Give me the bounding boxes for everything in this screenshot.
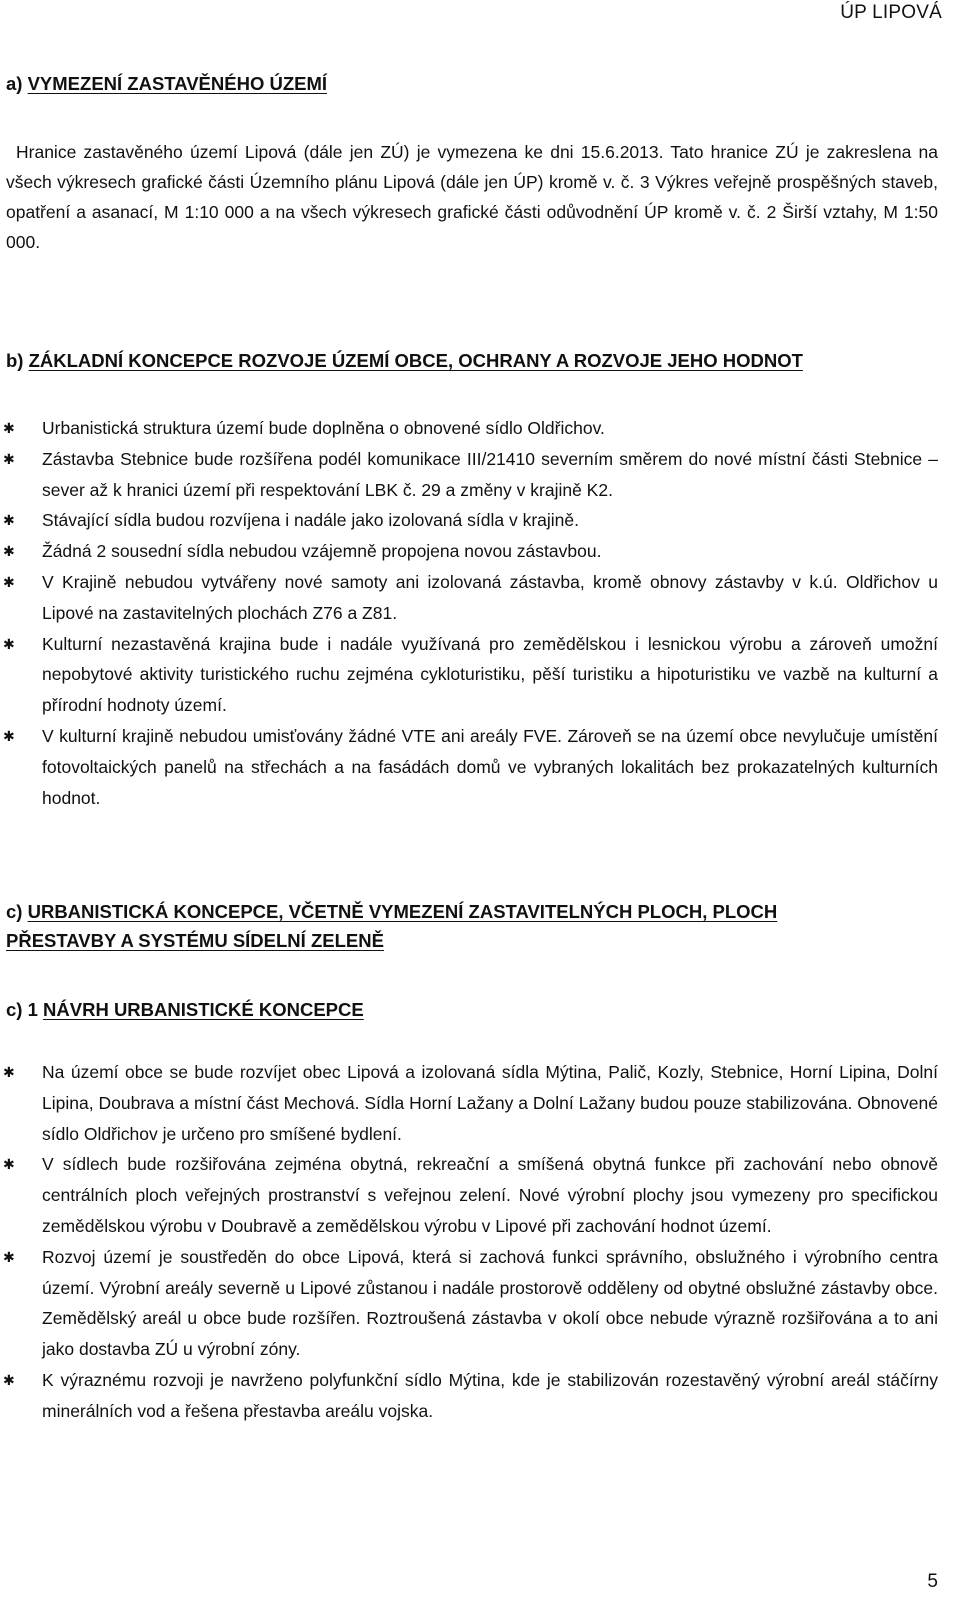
section-c-prefix: c)	[6, 901, 23, 922]
asterisk-bullet-icon: ✱	[3, 635, 15, 652]
section-b-prefix: b)	[6, 350, 24, 371]
asterisk-bullet-icon: ✱	[3, 543, 15, 560]
asterisk-bullet-icon: ✱	[3, 573, 15, 590]
list-item	[0, 536, 938, 567]
asterisk-bullet-icon: ✱	[3, 1156, 15, 1173]
list-item-text: V kulturní krajině nebudou umisťovány žádné VTE ani areály FVE. Zároveň se na území obce nevylučuje umístění fotovoltaických panelů na střechách a na fasádách domů ve vybraných lokalitách bez prokazatelných kulturních hodnot.	[42, 725, 938, 808]
section-c-heading	[6, 897, 777, 955]
list-item	[0, 444, 938, 506]
list-item-text: V sídlech bude rozšiřována zejména obytná, rekreační a smíšená obytná funkce při zachování nebo obnově centrálních ploch veřejných prostranství s veřejnou zelení. Nové výrobní plochy jsou vymezeny pro specifickou zemědělskou výrobu v Doubravě a zemědělskou výrobu v Lipové při zachování hodnot území.	[42, 1154, 938, 1236]
section-b-heading	[6, 346, 803, 375]
asterisk-bullet-icon: ✱	[3, 420, 15, 436]
section-c1-bullet-list	[0, 1057, 938, 1427]
list-item	[0, 629, 938, 721]
list-item	[0, 721, 938, 813]
section-c1-heading	[6, 995, 364, 1024]
list-item	[0, 1149, 938, 1241]
list-item-text: Rozvoj území je soustředěn do obce Lipová, která si zachová funkci správního, obslužného i výrobního centra území. Výrobní areály severně u Lipové zůstanou i nadále prostorově odděleny od obytné obslužné zástavby obce. Zemědělský areál u obce bude rozšířen. Roztroušená zástavba v okolí obce nebude výrazně rozšiřována a to ani jako dostavba ZÚ u výrobní zóny.	[42, 1246, 938, 1360]
asterisk-bullet-icon: ✱	[3, 1248, 15, 1265]
list-item-text: Stávající sídla budou rozvíjena i nadále jako izolovaná sídla v krajině.	[42, 510, 579, 531]
asterisk-bullet-icon: ✱	[3, 512, 15, 529]
section-b-bullet-list	[0, 413, 938, 813]
section-a-prefix: a)	[6, 73, 23, 94]
list-item	[0, 1365, 938, 1427]
section-c1-prefix: c) 1	[6, 999, 38, 1020]
asterisk-bullet-icon: ✱	[3, 1064, 15, 1080]
section-a-heading	[6, 69, 327, 98]
list-item-text: K výraznému rozvoji je navrženo polyfunkční sídlo Mýtina, kde je stabilizován rozestavěný výrobní areál stáčírny minerálních vod a řešena přestavba areálu vojska.	[42, 1369, 938, 1421]
list-item-text: V Krajině nebudou vytvářeny nové samoty ani izolovaná zástavba, kromě obnovy zástavby v k.ú. Oldřichov u Lipové na zastavitelných plochách Z76 a Z81.	[42, 571, 938, 623]
section-c-title-line1: URBANISTICKÁ KONCEPCE, VČETNĚ VYMEZENÍ ZASTAVITELNÝCH PLOCH, PLOCH	[27, 901, 778, 922]
section-a-paragraph: Hranice zastavěného území Lipová (dále jen ZÚ) je vymezena ke dni 15.6.2013. Tato hranice ZÚ je zakreslena na všech výkresech grafické části Územního plánu Lipová (dále jen ÚP) kromě v. č. 3 Výkres veřejně prospěšných staveb, opatření a asanací, M 1:10 000 a na všech výkresech grafické části odůvodnění ÚP kromě v. č. 2 Širší vztahy, M 1:50 000.	[6, 142, 938, 252]
asterisk-bullet-icon: ✱	[3, 727, 15, 744]
asterisk-bullet-icon: ✱	[3, 1371, 15, 1388]
page-number: 5	[927, 1571, 938, 1592]
asterisk-bullet-icon: ✱	[3, 450, 15, 467]
list-item	[0, 413, 938, 444]
section-c1-title: NÁVRH URBANISTICKÉ KONCEPCE	[43, 999, 364, 1020]
list-item	[0, 1242, 938, 1365]
list-item	[0, 505, 938, 536]
page-header-title: ÚP LIPOVÁ	[840, 2, 942, 23]
section-b-title: ZÁKLADNÍ KONCEPCE ROZVOJE ÚZEMÍ OBCE, OCHRANY A ROZVOJE JEHO HODNOT	[28, 350, 803, 371]
list-item-text: Zástavba Stebnice bude rozšířena podél komunikace III/21410 severním směrem do nové místní části Stebnice – sever až k hranici území při respektování LBK č. 29 a změny v krajině K2.	[42, 448, 938, 500]
list-item-text: Urbanistická struktura území bude doplněna o obnovené sídlo Oldřichov.	[42, 418, 605, 438]
list-item-text: Na území obce se bude rozvíjet obec Lipová a izolovaná sídla Mýtina, Palič, Kozly, Stebnice, Horní Lipina, Dolní Lipina, Doubrava a místní část Mechová. Sídla Horní Lažany a Dolní Lažany budou pouze stabilizována. Obnovené sídlo Oldřichov je určeno pro smíšené bydlení.	[42, 1062, 938, 1144]
list-item-text: Kulturní nezastavěná krajina bude i nadále využívaná pro zemědělskou i lesnickou výrobu a zároveň umožní nepobytové aktivity turistického ruchu zejména cykloturistiku, pěší turistiku a hipoturistiku ve vazbě na kulturní a přírodní hodnoty území.	[42, 633, 938, 716]
list-item	[0, 567, 938, 629]
list-item-text: Žádná 2 sousední sídla nebudou vzájemně propojena novou zástavbou.	[42, 541, 602, 562]
list-item	[0, 1057, 938, 1149]
section-c-title-line2: PŘESTAVBY A SYSTÉMU SÍDELNÍ ZELENĚ	[6, 930, 384, 951]
section-a-title: VYMEZENÍ ZASTAVĚNÉHO ÚZEMÍ	[27, 73, 328, 94]
